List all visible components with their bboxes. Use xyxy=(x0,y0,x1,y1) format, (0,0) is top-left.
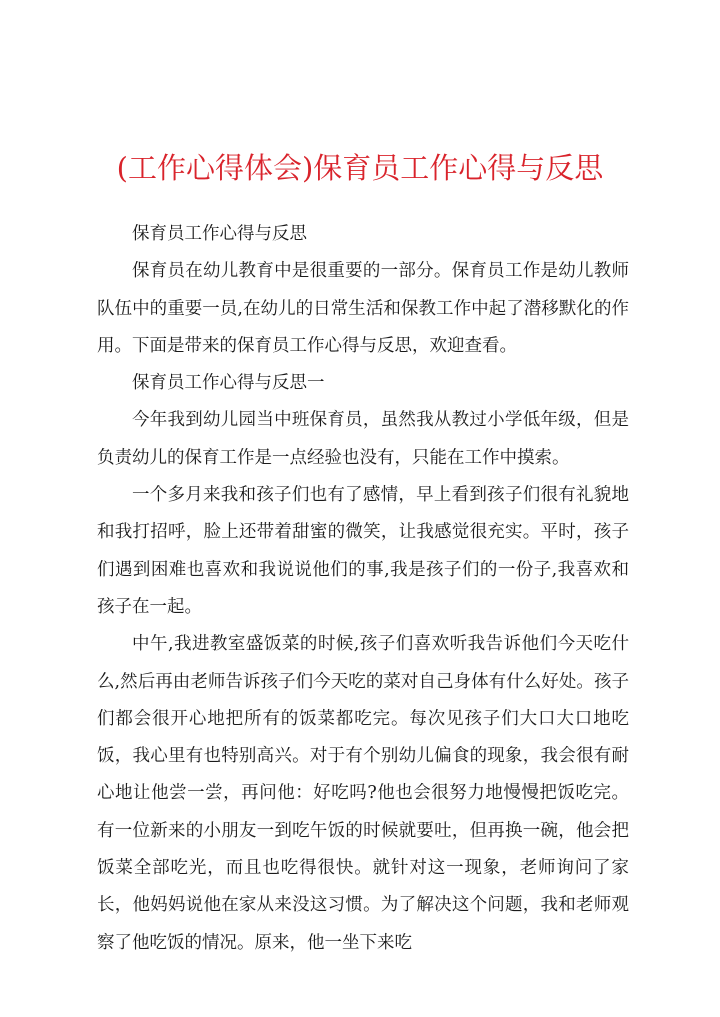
paragraph-section-heading: 保育员工作心得与反思一 xyxy=(132,373,325,394)
paragraph-body: 中午,我进教室盛饭菜的时候,孩子们喜欢听我告诉他们今天吃什么,然后再由老师告诉孩子们今天吃的菜对自己身体有什么好处。孩子们都会很开心地把所有的饭菜都吃完。每次见孩子们大口大口地吃饭，我心里有也特别高兴。对于有个别幼儿偏食的现象，我会很有耐心地让他尝一尝，再问他：好吃吗?他也会很努力地慢慢把饭吃完。有一位新来的小朋友一到吃午饭的时候就要吐，但再换一碗，他会把饭菜全部吃光，而且也吃得很快。就针对这一现象，老师询问了家长，他妈妈说他在家从来没这习惯。为了解决这个问题，我和老师观察了他吃饭的情况。原来，他一坐下来吃 xyxy=(97,634,629,953)
paragraph-intro: 保育员在幼儿教育中是很重要的一部分。保育员工作是幼儿教师队伍中的重要一员,在幼儿的日常生活和保教工作中起了潜移默化的作用。下面是带来的保育员工作心得与反思，欢迎查看。 xyxy=(97,261,629,356)
paragraph-subtitle: 保育员工作心得与反思 xyxy=(132,224,307,244)
paragraph-body: 一个多月来我和孩子们也有了感情，早上看到孩子们很有礼貌地和我打招呼，脸上还带着甜蜜的微笑，让我感觉很充实。平时，孩子们遇到困难也喜欢和我说说他们的事,我是孩子们的一份子,我喜欢和孩子在一起。 xyxy=(97,485,629,617)
document-title: (工作心得体会)保育员工作心得与反思 xyxy=(116,151,604,185)
paragraph-body: 今年我到幼儿园当中班保育员，虽然我从教过小学低年级，但是负责幼儿的保育工作是一点经验也没有，只能在工作中摸索。 xyxy=(97,410,629,468)
document-body xyxy=(97,216,629,962)
